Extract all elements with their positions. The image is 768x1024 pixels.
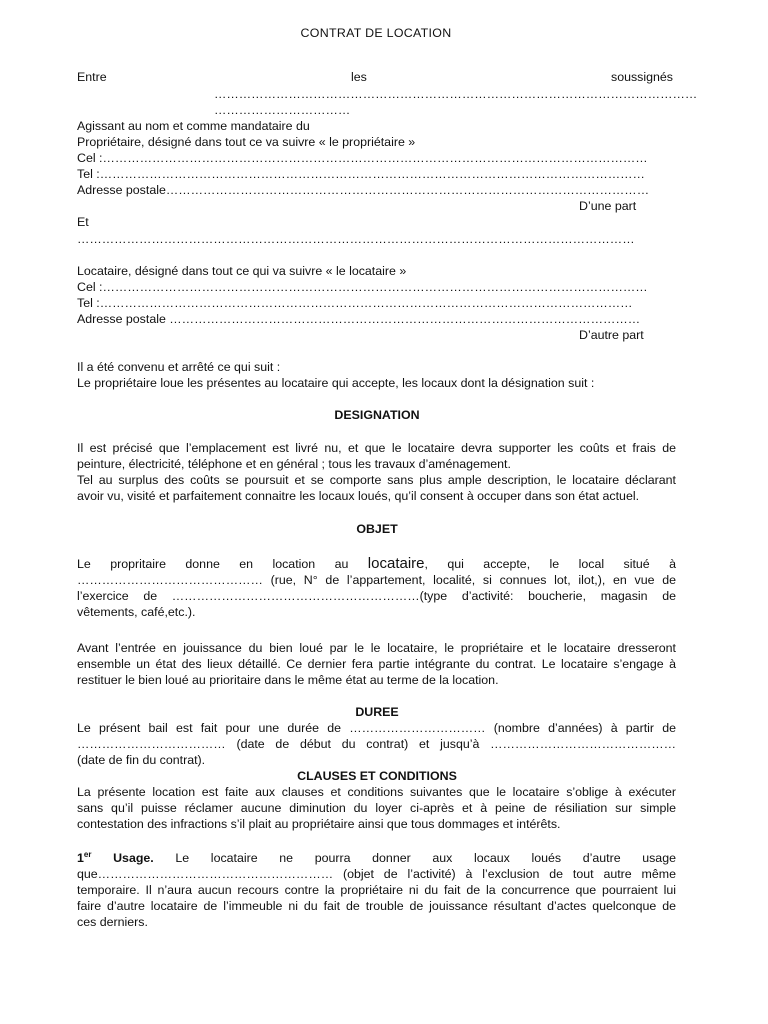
- text-line: ensemble un état des lieux détaillé. Ce dernier fera partie intégrante du contrat. Le locataire s’engage à: [77, 657, 676, 671]
- tenant-tel-field: Tel :…………………………………………………………………………………………………………………: [77, 296, 633, 310]
- loue-text: Le propriétaire loue les présentes au locataire qui accepte, les locaux dont la désignation suit :: [77, 376, 595, 390]
- text-line: Il est précisé que l’emplacement est livré nu, et que le locataire devra supporter les coûts et frais de: [77, 441, 676, 455]
- text-line: [77, 850, 676, 866]
- blank-dots-line: ……………………………: [214, 103, 351, 117]
- et-word: Et: [77, 215, 89, 229]
- text-line: vêtements, café,etc.).: [77, 605, 196, 619]
- text-line: Tel au surplus des coûts se poursuit et se comporte sans plus ample description, le locataire déclarant: [77, 473, 676, 487]
- dune-part-label: D’une part: [579, 199, 637, 213]
- text-line: Avant l’entrée en jouissance du bien loué par le le locataire, le propriétaire et le locataire dresseront: [77, 641, 676, 655]
- mandataire-text: Agissant au nom et comme mandataire du: [77, 119, 310, 133]
- proprietaire-description: Propriétaire, désigné dans tout ce va suivre « le propriétaire »: [77, 135, 416, 149]
- blank-dots-line: ………………………………………………………………………………………………………: [214, 87, 698, 101]
- text-line: ces derniers.: [77, 915, 148, 929]
- text-line: ……………………………… (date de début du contrat) et jusqu’à ………………………………………: [77, 737, 676, 751]
- owner-cel-field: Cel :……………………………………………………………………………………………………………………: [77, 151, 648, 165]
- text-line: ……………………………………… (rue, N° de l’appartement, localité, si connues lot, ilot,), en vue de: [77, 573, 676, 587]
- tenant-cel-field: Cel :……………………………………………………………………………………………………………………: [77, 280, 648, 294]
- locataire-description: Locataire, désigné dans tout ce qui va suivre « le locataire »: [77, 264, 407, 278]
- text-line: contestation des infractions s’il plait au propriétaire ainsi que tous dommages et intérêts.: [77, 817, 561, 831]
- objet-paragraph: [77, 556, 676, 620]
- tenant-address-field: Adresse postale ……………………………………………………………………………………………………: [77, 312, 641, 326]
- dautre-part-label: D’autre part: [579, 328, 644, 342]
- blank-dots-line: ………………………………………………………………………………………………………………………: [77, 232, 635, 246]
- text-line: que………………………………………………… (objet de l’activité) à l’exclusion de tout autre même: [77, 867, 676, 881]
- soussignes-word: soussignés: [611, 70, 673, 84]
- section-heading-clauses: CLAUSES ET CONDITIONS: [297, 769, 457, 783]
- section-heading-designation: DESIGNATION: [334, 408, 420, 422]
- text-line: [77, 556, 676, 572]
- text-line: faire d’autre locataire de l’immeuble ni du fait de trouble de jouissance résultant d’actes quelconque de: [77, 899, 676, 913]
- owner-tel-field: Tel :……………………………………………………………………………………………………………………: [77, 167, 645, 181]
- text-line: avoir vu, visité et parfaitement connaitre les locaux loués, qu’il consent à occuper dans son état actuel.: [77, 489, 640, 503]
- duree-paragraph: [77, 720, 676, 768]
- owner-address-field: Adresse postale………………………………………………………………………………………………………: [77, 183, 650, 197]
- les-word: les: [351, 70, 367, 84]
- usage-number: 1er: [77, 850, 92, 865]
- objet-text: , qui accepte, le local situé à: [424, 557, 676, 571]
- text-line: peinture, électricité, téléphone et en général ; tous les travaux d’aménagement.: [77, 457, 511, 471]
- text-line: La présente location est faite aux clauses et conditions suivantes que le locataire s’oblige à exécuter: [77, 785, 676, 799]
- clauses-paragraph: [77, 784, 676, 832]
- usage-text: Le locataire ne pourra donner aux locaux loués d’autre usage: [175, 851, 676, 865]
- designation-paragraph: [77, 440, 676, 504]
- usage-paragraph: [77, 850, 676, 930]
- objet-text: Le propritaire donne en location au: [77, 557, 349, 571]
- etat-des-lieux-paragraph: [77, 640, 676, 688]
- section-heading-duree: DUREE: [355, 705, 399, 719]
- section-heading-objet: OBJET: [356, 522, 398, 536]
- convenu-text: Il a été convenu et arrêté ce qui suit :: [77, 360, 281, 374]
- text-line: temporaire. Il n’aura aucun recours contre la propriétaire ni du fait de la concurrence que pourraient lui: [77, 883, 676, 897]
- document-title: CONTRAT DE LOCATION: [300, 26, 452, 40]
- text-line: l’exercice de ……………………………………………………(type d’activité: boucherie, magasin de: [77, 589, 676, 603]
- text-line: (date de fin du contrat).: [77, 753, 206, 767]
- usage-label: Usage.: [113, 851, 154, 865]
- text-line: restituer le bien loué au prioritaire dans le même état au terme de la location.: [77, 673, 499, 687]
- entre-word: Entre: [77, 70, 107, 84]
- text-line: sans qu’il puisse réclamer aucune diminution du loyer ci-après et à peine de résiliation sur simple: [77, 801, 676, 815]
- objet-locataire-word: locataire: [367, 555, 425, 572]
- text-line: Le présent bail est fait pour une durée de …………………………… (nombre d’années) à partir de: [77, 721, 676, 735]
